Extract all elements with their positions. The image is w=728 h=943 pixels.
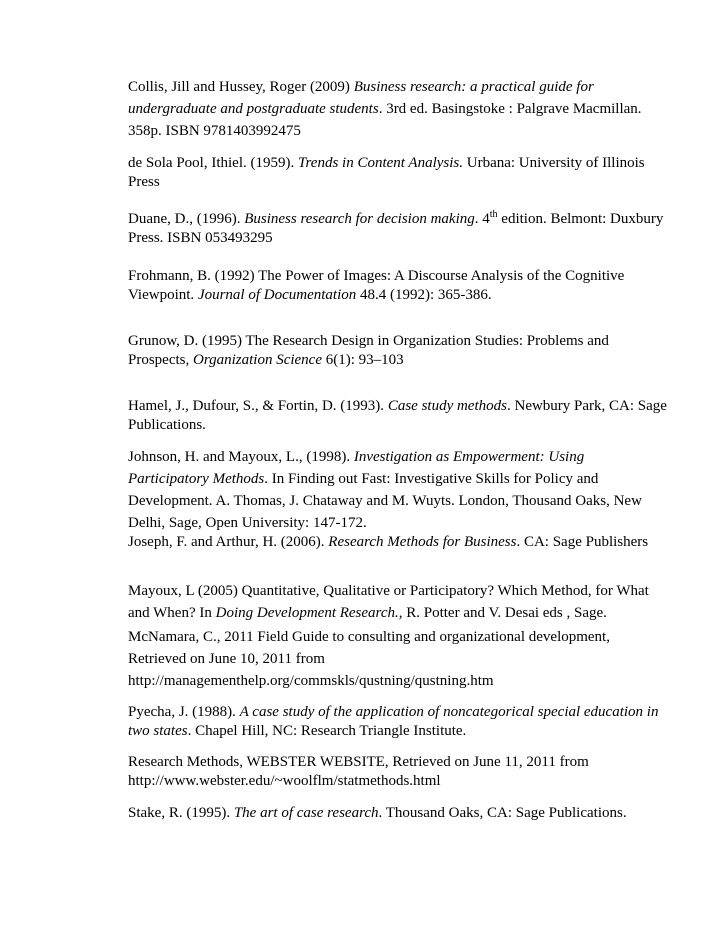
reference-entry [128, 703, 659, 741]
reference-entry [128, 267, 648, 305]
reference-text: Stake, R. (1995). [128, 805, 234, 821]
reference-line [128, 703, 659, 722]
reference-text: Retrieved on June 10, 2011 from [128, 651, 325, 667]
reference-line [128, 804, 648, 823]
reference-entry [128, 209, 664, 248]
reference-text: Johnson, H. and Mayoux, L., (1998). [128, 449, 354, 465]
reference-text: Hamel, J., Dufour, S., & Fortin, D. (1993). [128, 398, 388, 414]
reference-text: 358p. ISBN 9781403992475 [128, 123, 301, 139]
reference-text: Frohmann, B. (1992) The Power of Images: A Discourse Analysis of the Cognitive [128, 268, 625, 284]
reference-text: http://managementhelp.org/commskls/qustning/qustning.htm [128, 673, 494, 689]
reference-entry [128, 753, 648, 791]
superscript: th [489, 209, 498, 220]
reference-line [128, 76, 648, 98]
reference-entry [128, 580, 648, 624]
reference-text: http://www.webster.edu/~woolflm/statmethods.html [128, 773, 441, 789]
italic-title: two states [128, 723, 188, 739]
reference-line [128, 468, 648, 490]
reference-line [128, 229, 648, 248]
reference-text: . 3rd ed. Basingstoke : Palgrave Macmillan. [378, 101, 642, 117]
reference-line [128, 98, 648, 120]
reference-text: . 4 [474, 211, 490, 227]
reference-text: 48.4 (1992): 365-386. [356, 287, 492, 303]
italic-title: Journal of Documentation [197, 287, 357, 303]
reference-text: Publications. [128, 417, 206, 433]
italic-title: A case study of the application of noncategorical special education in [239, 704, 659, 720]
reference-entry [128, 397, 667, 435]
reference-line [128, 120, 648, 142]
italic-title: Organization Science [193, 352, 323, 368]
reference-line [128, 722, 648, 741]
reference-text: Duane, D., (1996). [128, 211, 245, 227]
reference-entry [128, 446, 648, 534]
italic-title: Case study methods [387, 398, 507, 414]
reference-text: edition. Belmont: Duxbury [497, 211, 664, 227]
italic-title: Doing Development Research., [215, 605, 403, 621]
reference-text: . In Finding out Fast: Investigative Skills for Policy and [264, 471, 599, 487]
reference-text: . Chapel Hill, NC: Research Triangle Institute. [187, 723, 467, 739]
reference-entry [128, 76, 648, 142]
reference-line [128, 580, 648, 602]
italic-title: Participatory Methods [128, 471, 265, 487]
reference-text: McNamara, C., 2011 Field Guide to consulting and organizational development, [128, 629, 610, 645]
reference-line [128, 267, 648, 286]
reference-text: Development. A. Thomas, J. Chataway and M. Wuyts. London, Thousand Oaks, New [128, 493, 642, 509]
reference-text: Pyecha, J. (1988). [128, 704, 240, 720]
reference-text: R. Potter and V. Desai eds , Sage. [402, 605, 607, 621]
reference-text: 6(1): 93–103 [322, 352, 404, 368]
reference-text: Collis, Jill and Hussey, Roger (2009) [128, 79, 354, 95]
reference-line [128, 173, 648, 192]
reference-text: Urbana: University of Illinois [463, 155, 645, 171]
reference-text: de Sola Pool, Ithiel. (1959). [128, 155, 298, 171]
reference-text: . CA: Sage Publishers [516, 534, 649, 550]
reference-line [128, 416, 648, 435]
reference-line [128, 670, 648, 692]
reference-text: Joseph, F. and Arthur, H. (2006). [128, 534, 329, 550]
reference-line [128, 512, 648, 534]
reference-line [128, 648, 648, 670]
reference-text: Press. ISBN 053493295 [128, 230, 273, 246]
reference-text: and When? In [128, 605, 216, 621]
reference-line [128, 533, 648, 552]
italic-title: Investigation as Empowerment: Using [353, 449, 585, 465]
reference-line [128, 602, 648, 624]
reference-text: Viewpoint. [128, 287, 198, 303]
reference-entry [128, 332, 648, 370]
reference-line [128, 446, 648, 468]
reference-line [128, 351, 648, 370]
reference-text: Mayoux, L (2005) Quantitative, Qualitative or Participatory? Which Method, for What [128, 583, 649, 599]
reference-line [128, 209, 664, 229]
reference-text: Press [128, 174, 160, 190]
reference-text: Grunow, D. (1995) The Research Design in Organization Studies: Problems and [128, 333, 609, 349]
reference-text: Research Methods, WEBSTER WEBSITE, Retrieved on June 11, 2011 from [128, 754, 589, 770]
reference-text: Prospects, [128, 352, 193, 368]
reference-entry [128, 154, 648, 192]
reference-text: . Newbury Park, CA: Sage [506, 398, 667, 414]
italic-title: Business research for decision making [244, 211, 475, 227]
reference-line [128, 332, 648, 351]
italic-title: Trends in Content Analysis. [297, 155, 463, 171]
reference-line [128, 397, 667, 416]
reference-entry [128, 533, 648, 552]
reference-line [128, 753, 648, 772]
reference-text: Delhi, Sage, Open University: 147-172. [128, 515, 367, 531]
reference-entry [128, 626, 648, 692]
reference-text: . Thousand Oaks, CA: Sage Publications. [378, 805, 627, 821]
italic-title: undergraduate and postgraduate students [128, 101, 379, 117]
italic-title: Business research: a practical guide for [353, 79, 594, 95]
reference-line [128, 626, 648, 648]
reference-line [128, 772, 648, 791]
reference-entry [128, 804, 648, 823]
reference-line [128, 154, 648, 173]
reference-line [128, 286, 648, 305]
italic-title: The art of case research [233, 805, 379, 821]
reference-line [128, 490, 648, 512]
italic-title: Research Methods for Business [328, 534, 517, 550]
